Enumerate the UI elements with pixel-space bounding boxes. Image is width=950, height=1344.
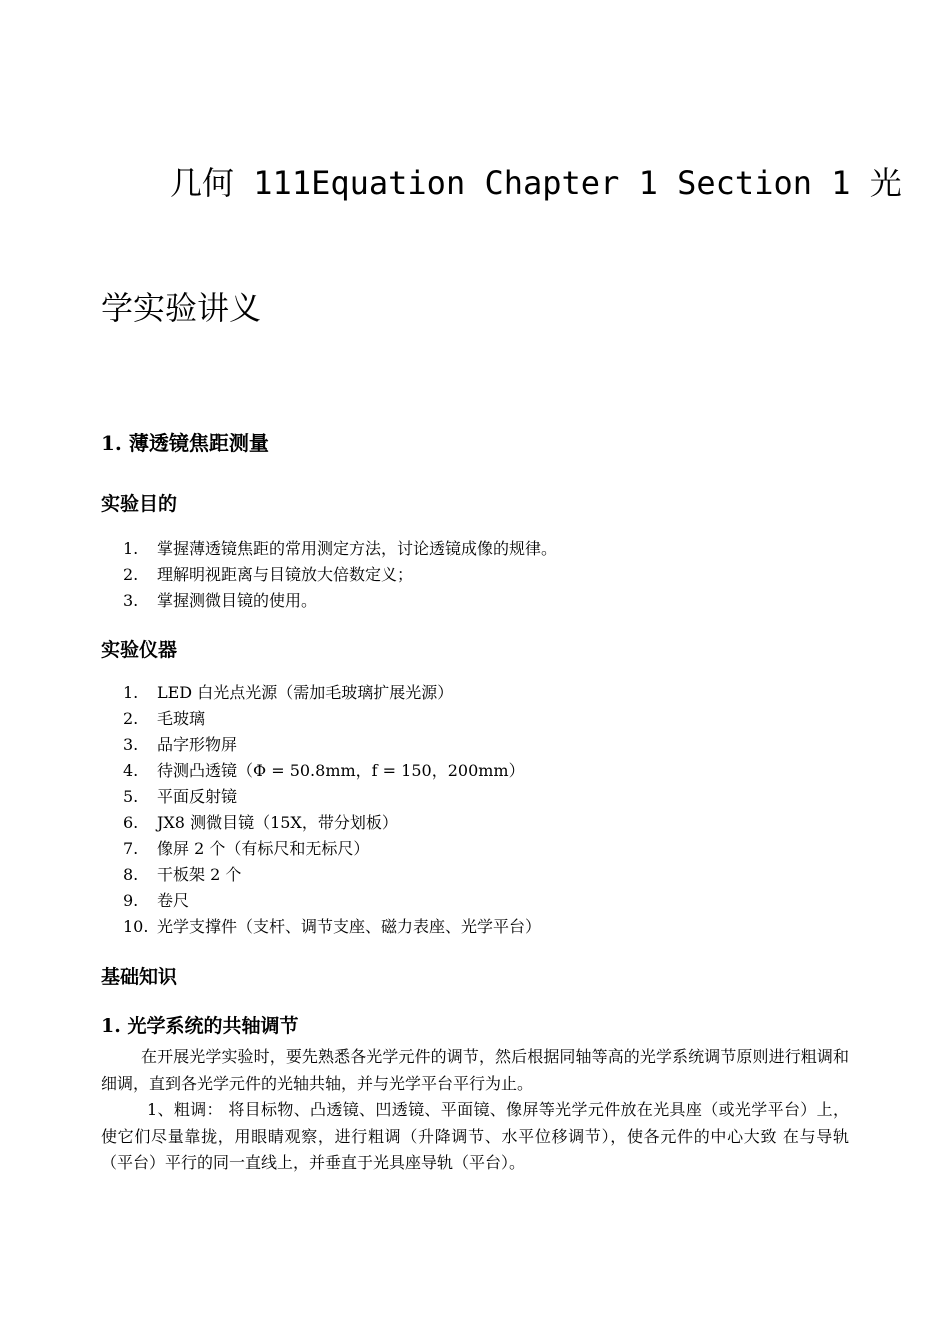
list-item: 5. 平面反射镜	[123, 787, 238, 806]
list-item: 8. 干板架 2 个	[123, 865, 242, 884]
instruments-heading: 实验仪器	[101, 639, 178, 661]
instruments-list	[101, 680, 861, 940]
list-item: 2. 毛玻璃	[123, 709, 206, 728]
list-item: 2. 理解明视距离与目镜放大倍数定义；	[123, 565, 414, 584]
section-heading: 1. 薄透镜焦距测量	[101, 431, 269, 455]
list-item: 9. 卷尺	[123, 891, 190, 910]
document-title-line-2: 学实验讲义	[101, 289, 262, 327]
title-cjk-end: 光	[869, 164, 902, 202]
list-item: 6. JX8 测微目镜（15X，带分划板）	[123, 813, 398, 832]
purpose-list	[101, 536, 861, 614]
list-item: 3. 品字形物屏	[123, 735, 238, 754]
coaxial-paragraph-1: 在开展光学实验时，要先熟悉各光学元件的调节，然后根据同轴等高的光学系统调节原则进行粗调和细调，直到各光学元件的光轴共轴，并与光学平台平行为止。	[101, 1047, 849, 1093]
basics-heading: 基础知识	[101, 966, 178, 988]
coaxial-adjustment-heading: 1. 光学系统的共轴调节	[101, 1015, 299, 1037]
title-cjk-start: 几何	[170, 164, 235, 202]
list-item: 1. LED 白光点光源（需加毛玻璃扩展光源）	[123, 683, 454, 702]
title-field-code: 111Equation Chapter 1 Section 1	[253, 164, 851, 202]
document-title-line-1	[170, 158, 902, 204]
coaxial-paragraph-2: 1、粗调： 将目标物、凸透镜、凹透镜、平面镜、像屏等光学元件放在光具座（或光学平台）上，使它们尽量靠拢，用眼睛观察，进行粗调（升降调节、水平位移调节），使各元件的中心大致 在与导轨（平台）平行的同一直线上，并垂直于光具座导轨（平台）。	[101, 1100, 849, 1172]
list-item: 3. 掌握测微目镜的使用。	[123, 591, 318, 610]
purpose-heading: 实验目的	[101, 493, 178, 515]
list-item: 1. 掌握薄透镜焦距的常用测定方法，讨论透镜成像的规律。	[123, 539, 558, 558]
list-item: 7. 像屏 2 个（有标尺和无标尺）	[123, 839, 370, 858]
list-item: 4. 待测凸透镜（Φ = 50.8mm，f = 150，200mm）	[123, 761, 525, 780]
list-item: 10. 光学支撑件（支杆、调节支座、磁力表座、光学平台）	[123, 917, 542, 936]
